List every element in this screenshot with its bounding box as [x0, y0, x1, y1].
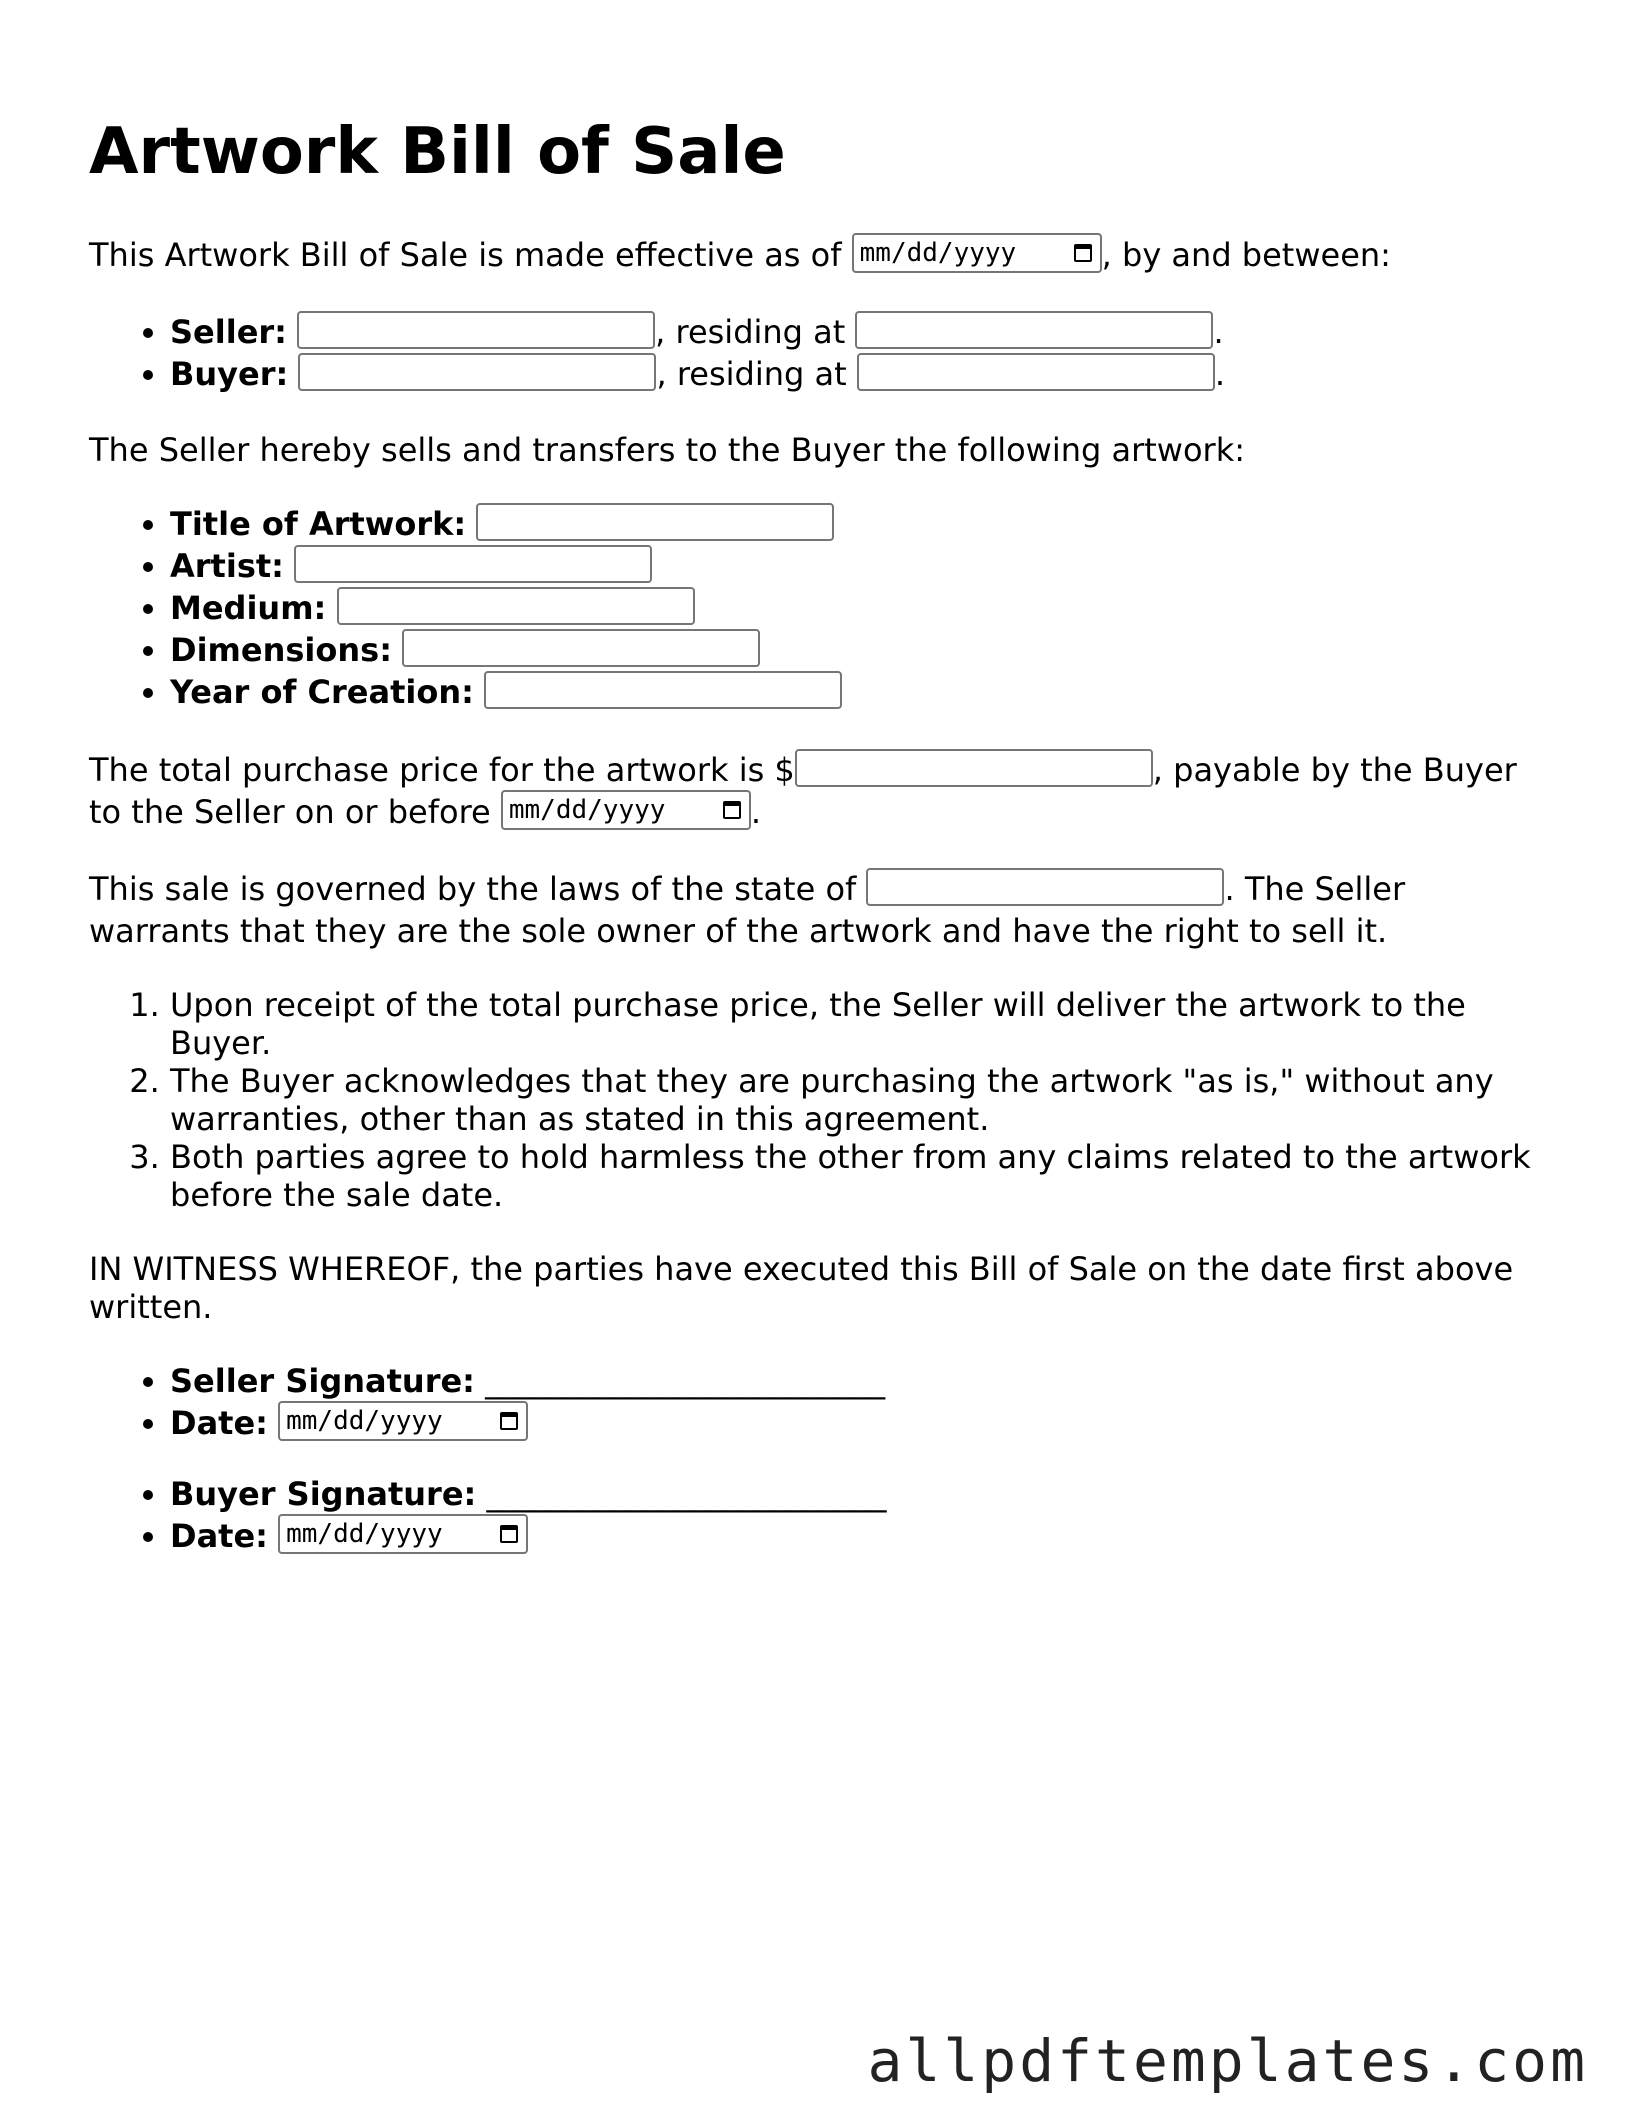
list-item: 1. Upon receipt of the total purchase price, the Seller will deliver the artwork to the Buyer.: [170, 986, 1551, 1062]
transfer-paragraph: The Seller hereby sells and transfers to the Buyer the following artwork:: [89, 431, 1246, 469]
seller-name-input[interactable]: [297, 311, 655, 349]
effective-date-input[interactable]: mm/dd/yyyy: [852, 233, 1102, 273]
list-item: • Year of Creation:: [170, 671, 1551, 713]
list-item: 3. Both parties agree to hold harmless the other from any claims related to the artwork before the sale date.: [170, 1138, 1551, 1214]
purchase-price-input[interactable]: [795, 749, 1153, 787]
list-item: • Date: mm/dd/yyyy: [170, 1515, 1551, 1558]
buyer-name-input[interactable]: [298, 353, 656, 391]
watermark: allpdftemplates.com: [867, 2027, 1588, 2095]
buyer-date-input[interactable]: mm/dd/yyyy: [278, 1514, 528, 1554]
parties-list: [89, 311, 1551, 395]
list-item: • Medium:: [170, 587, 1551, 629]
terms-list: [89, 986, 1551, 1214]
document: [89, 110, 1551, 1594]
buyer-signature-line[interactable]: _________________________: [486, 1475, 887, 1513]
list-item: 2. The Buyer acknowledges that they are purchasing the artwork "as is," without any warranties, other than as stated in this agreement.: [170, 1062, 1551, 1138]
seller-signature-line[interactable]: _________________________: [485, 1362, 886, 1400]
title-of-artwork-input[interactable]: [476, 503, 834, 541]
list-item: • Artist:: [170, 545, 1551, 587]
list-item: • Seller: , residing at .: [170, 311, 1551, 353]
list-item: • Seller Signature: _________________________: [170, 1360, 1551, 1402]
witness-paragraph: IN WITNESS WHEREOF, the parties have executed this Bill of Sale on the date first above written.: [89, 1250, 1514, 1326]
list-item: • Dimensions:: [170, 629, 1551, 671]
buyer-label: Buyer:: [170, 355, 289, 393]
list-item: • Buyer: , residing at .: [170, 353, 1551, 395]
dimensions-input[interactable]: [402, 629, 760, 667]
artist-input[interactable]: [294, 545, 652, 583]
calendar-icon[interactable]: [723, 801, 741, 819]
seller-address-input[interactable]: [855, 311, 1213, 349]
medium-input[interactable]: [337, 587, 695, 625]
seller-signature-block: [89, 1360, 1551, 1445]
year-of-creation-input[interactable]: [484, 671, 842, 709]
list-item: • Date: mm/dd/yyyy: [170, 1402, 1551, 1445]
list-item: • Buyer Signature: _________________________: [170, 1473, 1551, 1515]
buyer-signature-block: [89, 1473, 1551, 1558]
page-title: Artwork Bill of Sale: [89, 115, 786, 189]
seller-label: Seller:: [170, 313, 287, 351]
calendar-icon[interactable]: [500, 1412, 518, 1430]
intro-paragraph: This Artwork Bill of Sale is made effective as of mm/dd/yyyy , by and between:: [89, 236, 1551, 277]
calendar-icon[interactable]: [1074, 244, 1092, 262]
list-item: • Title of Artwork:: [170, 503, 1551, 545]
calendar-icon[interactable]: [500, 1525, 518, 1543]
payment-date-input[interactable]: mm/dd/yyyy: [501, 790, 751, 830]
buyer-address-input[interactable]: [857, 353, 1215, 391]
state-input[interactable]: [866, 868, 1224, 906]
seller-date-input[interactable]: mm/dd/yyyy: [278, 1401, 528, 1441]
price-paragraph: The total purchase price for the artwork is $ , payable by the Buyer to the Seller on or before mm/dd/yyyy .: [89, 751, 1517, 831]
artwork-fields-list: [89, 503, 1551, 713]
law-paragraph: This sale is governed by the laws of the state of . The Seller warrants that they are the sole owner of the artwork and have the right to sell it.: [89, 870, 1406, 950]
